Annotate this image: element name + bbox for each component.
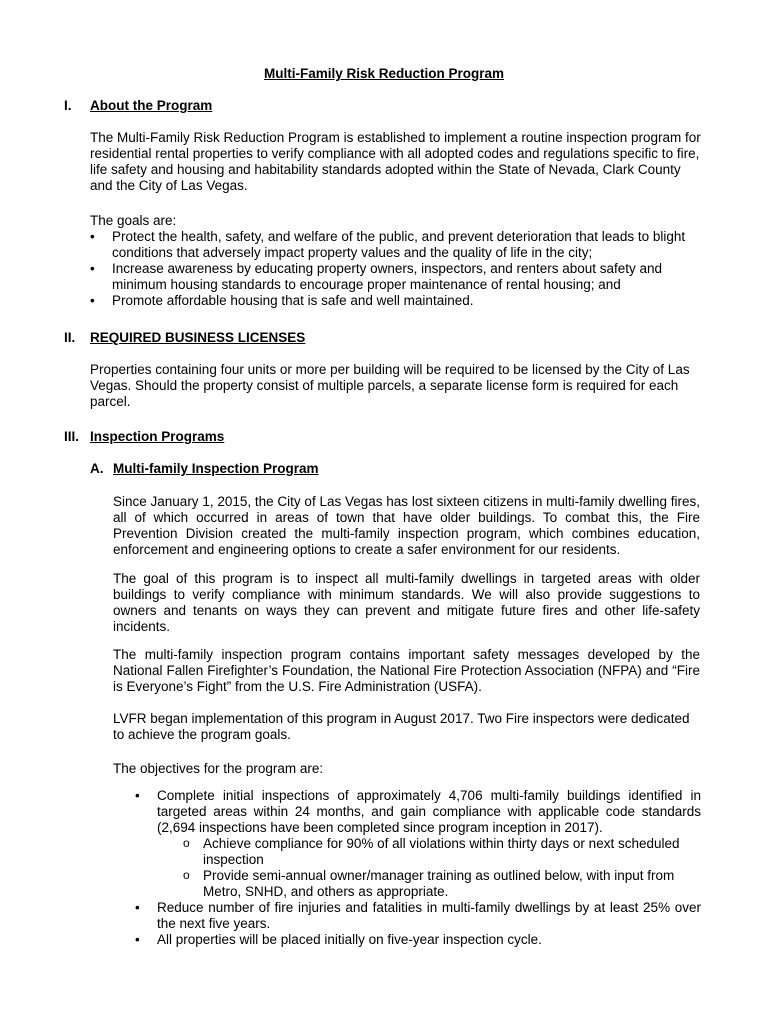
bullet-icon: • [90, 229, 95, 244]
subsection-title: Multi-family Inspection Program [113, 461, 319, 476]
sub-bullet-icon: o [183, 868, 190, 882]
section-title: REQUIRED BUSINESS LICENSES [90, 330, 306, 345]
bullet-icon: • [135, 788, 140, 803]
sub-bullet-icon: o [183, 836, 190, 850]
sub-objectives-list [157, 836, 701, 900]
inspection-paragraph-2: The goal of this program is to inspect all multi-family dwellings in targeted areas with older buildings to verify compliance with minimum standards. We will also provide suggestions to owners and tenants on ways they can prevent and mitigate future fires and other life-safety incidents. [113, 571, 700, 634]
objectives-list [135, 788, 701, 948]
section-number: I. [64, 98, 72, 113]
about-paragraph: The Multi-Family Risk Reduction Program is established to implement a routine inspection program for residential rental properties to verify compliance with all adopted codes and regulations specific to fire, life safety and housing and habitability standards adopted within the State of Nevada, Clark County and the City of Las Vegas. [90, 130, 701, 193]
section-heading-about [64, 98, 704, 114]
section-number: II. [64, 330, 76, 345]
bullet-icon: • [90, 261, 95, 276]
bullet-icon: • [135, 900, 140, 915]
section-title: Inspection Programs [90, 429, 225, 444]
section-heading-licenses [64, 330, 704, 346]
list-item: • Reduce number of fire injuries and fatalities in multi-family dwellings by at least 25% over the next five years. [135, 900, 701, 931]
list-item: o Provide semi-annual owner/manager training as outlined below, with input from Metro, SNHD, and others as appropriate. [183, 868, 675, 899]
subsection-number: A. [90, 461, 104, 476]
list-item: • Increase awareness by educating property owners, inspectors, and renters about safety and minimum housing standards to encourage proper maintenance of rental housing; and [90, 261, 663, 292]
goals-list [90, 229, 704, 309]
section-heading-inspection [64, 429, 704, 445]
objectives-intro: The objectives for the program are: [113, 761, 324, 776]
section-title: About the Program [90, 98, 213, 113]
list-item: • All properties will be placed initially on five-year inspection cycle. [135, 932, 542, 947]
goals-intro: The goals are: [90, 213, 177, 228]
inspection-paragraph-4: LVFR began implementation of this program in August 2017. Two Fire inspectors were dedicated to achieve the program goals. [113, 711, 690, 742]
inspection-paragraph-1: Since January 1, 2015, the City of Las Vegas has lost sixteen citizens in multi-family dwelling fires, all of which occurred in areas of town that have older buildings. To combat this, the Fire Prevention Division created the multi-family inspection program, which combines education, enforcement and engineering options to create a safer environment for our residents. [113, 494, 700, 557]
list-item: • Promote affordable housing that is safe and well maintained. [90, 293, 474, 308]
bullet-icon: • [135, 932, 140, 947]
subsection-heading-a [90, 461, 704, 477]
bullet-icon: • [90, 293, 95, 308]
inspection-paragraph-3: The multi-family inspection program contains important safety messages developed by the National Fallen Firefighter’s Foundation, the National Fire Protection Association (NFPA) and “Fire is Everyone’s Fight” from the U.S. Fire Administration (USFA). [113, 647, 700, 694]
document-title: Multi-Family Risk Reduction Program [263, 66, 505, 81]
list-item: • Complete initial inspections of approximately 4,706 multi-family buildings identified in targeted areas within 24 months, and gain compliance with applicable code standards (2,694 inspections have been completed since program inception in 2017). o Achieve compliance for 90% of all violations within thirty days or next scheduled inspection o Provide semi-annual owner/manager training as outlined below, with input from Metro, SNHD, and others as appropriate. [135, 788, 701, 899]
list-item: o Achieve compliance for 90% of all violations within thirty days or next scheduled inspection [183, 836, 680, 867]
list-item: • Protect the health, safety, and welfare of the public, and prevent deterioration that leads to blight conditions that adversely impact property values and the quality of life in the city; [90, 229, 686, 260]
section-number: III. [64, 429, 80, 444]
licenses-paragraph: Properties containing four units or more per building will be required to be licensed by the City of Las Vegas. Should the property consist of multiple parcels, a separate license form is required for each parcel. [90, 362, 690, 409]
